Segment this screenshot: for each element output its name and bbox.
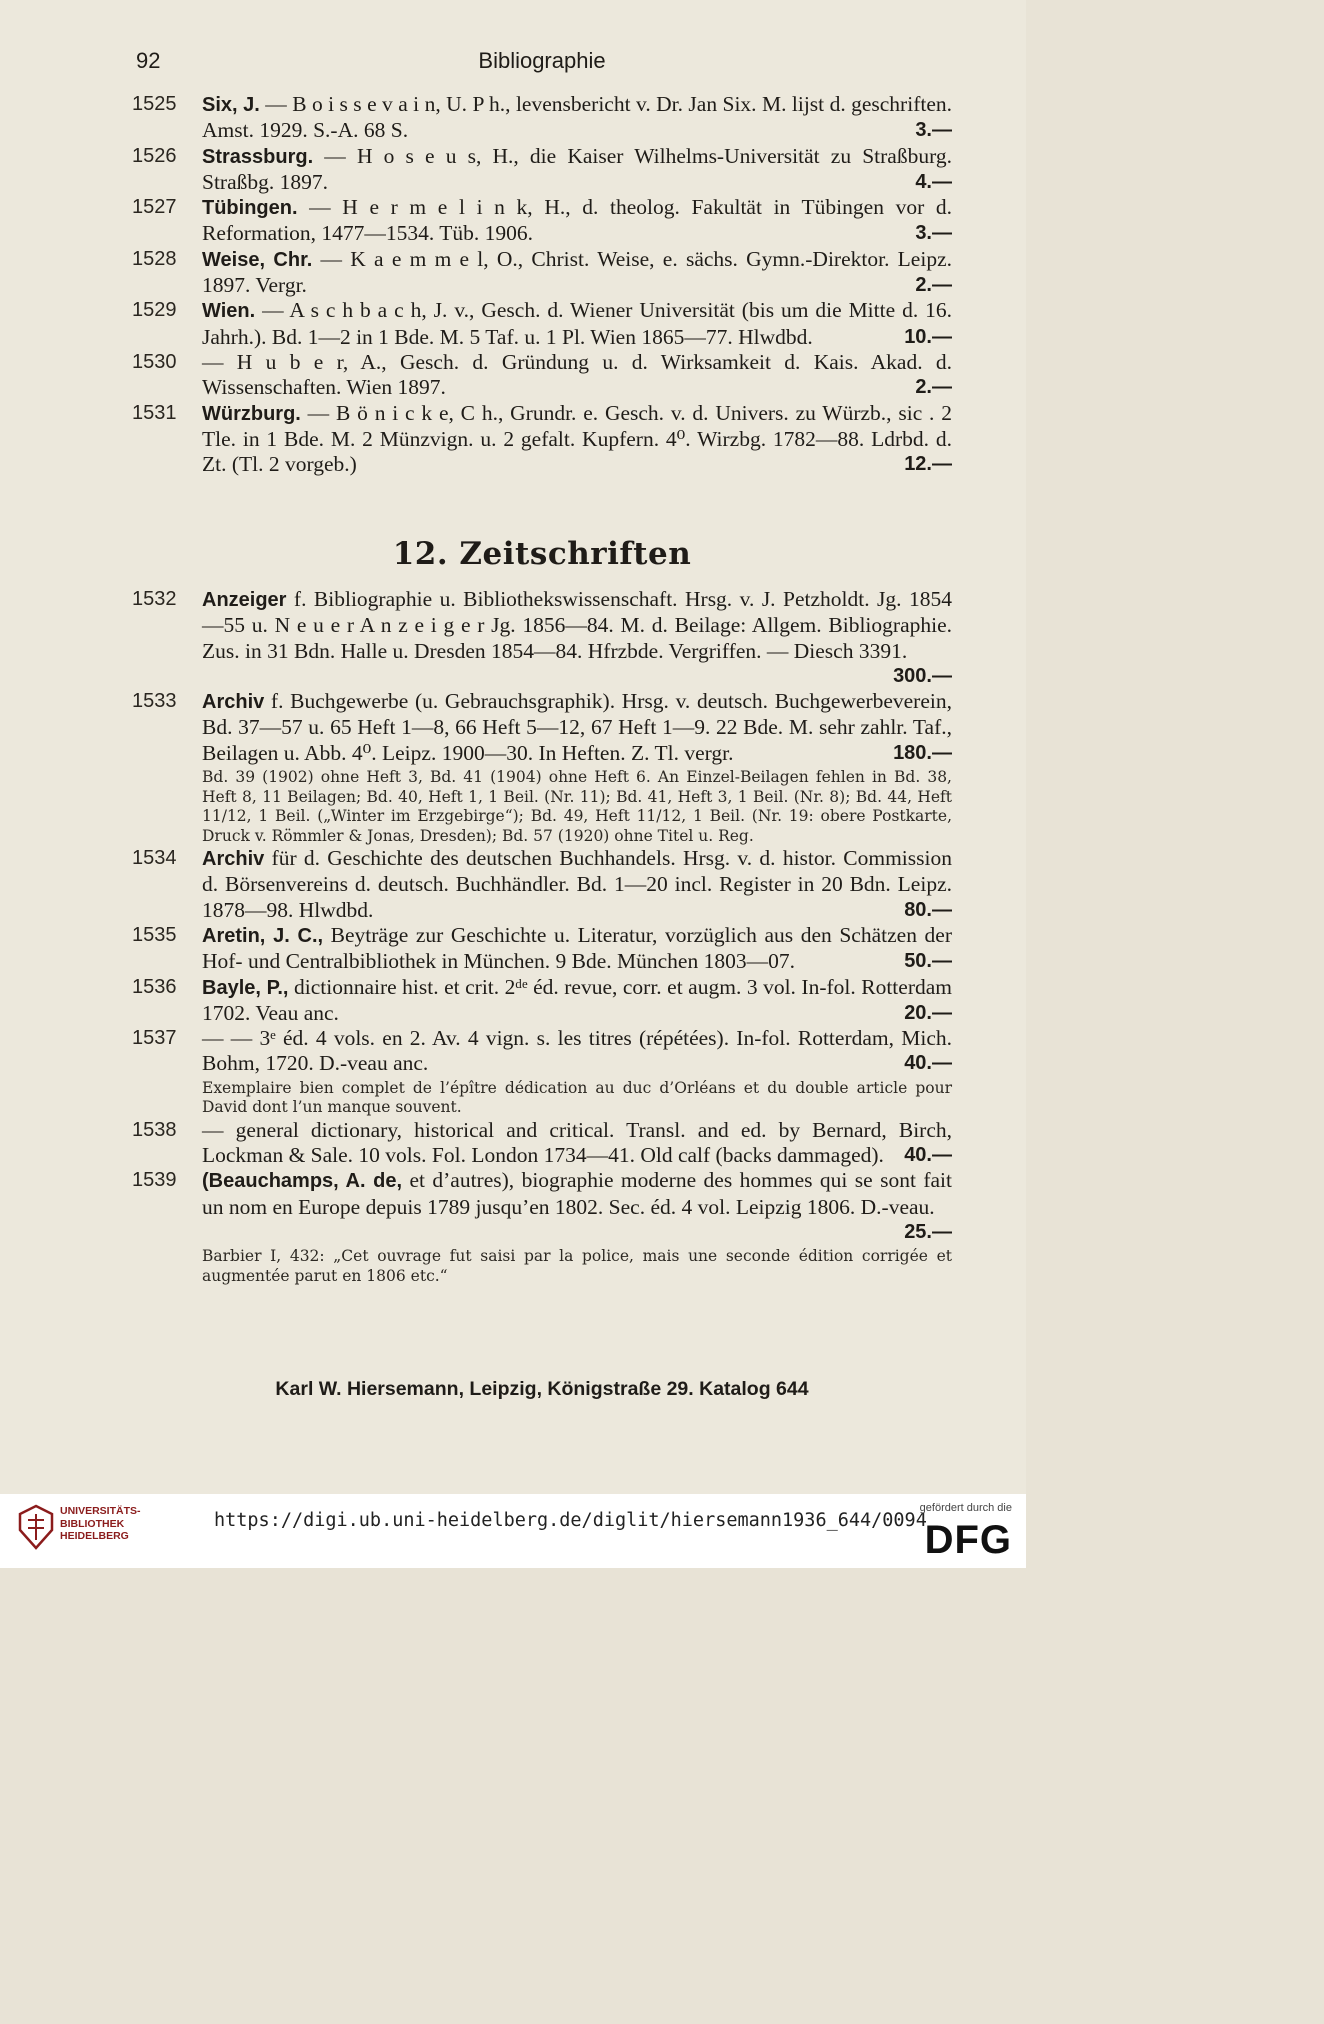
entry-price: 80.— [904,898,952,921]
entry-body [202,1168,952,1245]
entry-heading: Strassburg. [202,145,314,168]
library-line: UNIVERSITÄTS- [60,1505,141,1517]
entry-heading: Bayle, P., [202,976,289,999]
entry-text: — — 3ᵉ éd. 4 vols. en 2. Av. 4 vign. s. les titres (répétées). In-fol. Rotterdam, Mich. Bohm, 1720. D.-veau anc. [202,1026,952,1076]
catalog-entry [132,401,952,478]
library-line: BIBLIOTHEK [60,1517,125,1530]
library-line: HEIDELBERG [60,1530,129,1542]
entry-price: 4.— [915,170,952,193]
section-heading: 12. Zeitschriften [392,536,692,572]
entry-number: 1525 [132,93,177,115]
catalog-entry [132,846,952,923]
entry-number: 1533 [132,690,177,713]
entry-text: — K a e m m e l, O., Christ. Weise, e. sächs. Gymn.-Direktor. Leipz. 1897. Vergr. [202,246,952,298]
entry-body [202,401,952,478]
entry-heading: Tübingen. [202,197,298,220]
entry-text: — H e r m e l i n k, H., d. theolog. Fakultät in Tübingen vor d. Reformation, 1477—1534. Tüb. 1906. [202,195,952,246]
entries-top [132,92,952,477]
entry-heading: Archiv [202,848,265,871]
entry-price: 50.— [904,950,952,973]
entry-price: 3.— [915,222,952,245]
funded-by-label: gefördert durch die [919,1502,1012,1514]
catalog-entry [132,350,952,401]
entry-heading: Weise, Chr. [202,248,313,271]
library-logo-icon [16,1502,56,1552]
entry-text: — A s c h b a c h, J. v., Gesch. d. Wiener Universität (bis um die Mitte d. 16. Jahrh.). Bd. 1—2 in 1 Bde. M. 5 Taf. u. 1 Pl. Wien 1865—77. Hlwdbd. [202,298,952,349]
entry-price: 3.— [915,119,952,142]
catalog-entry [132,1026,952,1118]
entry-text: — general dictionary, historical and critical. Transl. and ed. by Bernard, Birch, Lockman & Sale. 10 vols. Fol. London 1734—41. Old calf (backs dammaged). [202,1117,952,1168]
publisher-imprint: Karl W. Hiersemann, Leipzig, Königstraße 29. Katalog 644 [275,1378,809,1400]
entry-heading: Aretin, J. C., [202,924,324,947]
entry-number: 1539 [132,1169,177,1192]
catalog-entry [132,247,952,299]
entry-price: 180.— [893,741,952,764]
entry-number: 1535 [132,923,177,946]
catalog-entry [132,923,952,975]
catalog-entry [132,195,952,247]
entry-body [202,350,952,401]
catalog-entry [132,298,952,350]
entry-heading: (Beauchamps, A. de, [202,1170,403,1193]
entry-note: Bd. 39 (1902) ohne Heft 3, Bd. 41 (1904) ohne Heft 6. An Einzel-Beilagen fehlen in Bd. 38, Heft 8, 11 Beilagen; Bd. 40, Heft 1, 1 Beil. (Nr. 11); Bd. 41, Heft 3, 1 Beil. (Nr. 8); Bd. 44, Heft 11/12, 1 Beil. („Winter im Erzgebirge“); Bd. 49, Heft 11/12, 1 Beil. (Nr. 19: obere Postkarte, Druck v. Römmler & Jonas, Dresden); Bd. 57 (1920) ohne Titel u. Reg. [202,768,952,845]
digitization-banner [0,1494,1026,1568]
entry-body [202,195,952,247]
entry-text: für d. Geschichte des deutschen Buchhandels. Hrsg. v. d. histor. Commission d. Börsenvereins d. deutsch. Buchhändler. Bd. 1—20 incl. Register in 20 Bdn. Leipz. 1878—98. Hlwdbd. [202,846,952,922]
entry-body [202,975,952,1027]
entry-price: 10.— [904,325,952,348]
entry-heading: Würzburg. [202,402,301,425]
entry-heading: Six, J. [202,94,260,116]
entry-body [202,846,952,923]
entry-number: 1532 [132,588,177,610]
entry-number: 1527 [132,196,177,219]
entry-number: 1534 [132,847,177,870]
entries-bottom [132,587,952,1286]
entry-number: 1538 [132,1118,177,1141]
entry-number: 1537 [132,1027,177,1050]
entry-note: Exemplaire bien complet de l’épître dédication au duc d’Orléans et du double article pour David dont l’un manque souvent. [202,1078,952,1117]
entry-text: Beyträge zur Geschichte u. Literatur, vorzüglich aus den Schätzen der Hof- und Centralbibliothek in München. 9 Bde. München 1803—07. [202,922,952,974]
entry-price: 2.— [915,274,952,297]
entry-number: 1530 [132,350,177,373]
entry-price: 2.— [915,376,952,399]
entry-heading: Anzeiger [202,589,287,611]
catalog-entry [132,92,952,144]
entry-body [202,587,952,689]
catalog-entry [132,587,952,689]
entry-body [202,689,952,766]
entry-number: 1531 [132,401,177,424]
entry-text: — B o i s s e v a i n, U. P h., levensbericht v. Dr. Jan Six. M. lijst d. geschriften. Amst. 1929. S.-A. 68 S. [202,92,952,143]
entry-text: — H u b e r, A., Gesch. d. Gründung u. d. Wirksamkeit d. Kais. Akad. d. Wissenschaften. Wien 1897. [202,349,952,400]
dfg-logo: DFG [924,1518,1012,1562]
page-number: 92 [136,48,161,73]
entry-price: 12.— [904,453,952,476]
entry-price: 300.— [893,664,952,687]
running-title: Bibliographie [478,48,606,73]
entry-body [202,144,952,196]
entry-heading: Archiv [202,691,265,714]
entry-text: dictionnaire hist. et crit. 2ᵈᵉ éd. revue, corr. et augm. 3 vol. In-fol. Rotterdam 1702. Veau anc. [202,974,952,1025]
entry-text: f. Buchgewerbe (u. Gebrauchsgraphik). Hrsg. v. deutsch. Buchgewerbeverein, Bd. 37—57 u. 65 Heft 1—8, 66 Heft 5—12, 67 Heft 1—9. 22 Bde. M. sehr zahlr. Taf., Beilagen u. Abb. 4⁰. Leipz. 1900—30. In Heften. Z. Tl. vergr. [202,689,952,765]
entry-heading: Wien. [202,300,256,323]
entry-note: Barbier I, 432: „Cet ouvrage fut saisi par la police, mais une seconde édition corrigée et augmentée parut en 1806 etc.“ [202,1247,952,1285]
catalog-entry [132,1168,952,1286]
catalog-entry [132,1118,952,1169]
entry-body [202,92,952,144]
entry-text: — H o s e u s, H., die Kaiser Wilhelms-Universität zu Straßburg. Straßbg. 1897. [202,143,952,194]
entry-text: et d’autres), biographie moderne des hommes qui se sont fait un nom en Europe depuis 1789 jusqu’en 1802. Sec. éd. 4 vol. Leipzig 1806. D.-veau. [202,1168,952,1219]
entry-number: 1529 [132,299,177,322]
entry-price: 40.— [904,1052,952,1075]
entry-price: 25.— [904,1220,952,1243]
catalog-entry [132,975,952,1027]
entry-body [202,1026,952,1077]
entry-number: 1528 [132,247,177,270]
permalink[interactable]: https://digi.ub.uni-heidelberg.de/diglit/hiersemann1936_644/0094 [214,1510,927,1531]
entry-number: 1526 [132,144,177,167]
entry-price: 40.— [904,1144,952,1167]
entry-body [202,923,952,975]
entry-body [202,298,952,350]
entry-text: — B ö n i c k e, C h., Grundr. e. Gesch. v. d. Univers. zu Würzb., sic . 2 Tle. in 1 Bde. M. 2 Münzvign. u. 2 gefalt. Kupfern. 4⁰. Wirzbg. 1782—88. Ldrbd. d. Zt. (Tl. 2 vorgeb.) [202,400,952,477]
entry-number: 1536 [132,975,177,998]
entry-body [202,247,952,299]
entry-body [202,1118,952,1169]
library-name [60,1505,141,1543]
catalog-entry [132,689,952,846]
entry-price: 20.— [904,1001,952,1024]
running-head [132,48,952,82]
catalog-entry [132,144,952,196]
entry-text: f. Bibliographie u. Bibliothekswissenschaft. Hrsg. v. J. Petzholdt. Jg. 1854—55 u. N e u e r A n z e i g e r Jg. 1856—84. M. d. Beilage: Allgem. Bibliographie. Zus. in 31 Bdn. Halle u. Dresden 1854—84. Hfrzbde. Vergriffen. — Diesch 3391. [202,587,952,663]
